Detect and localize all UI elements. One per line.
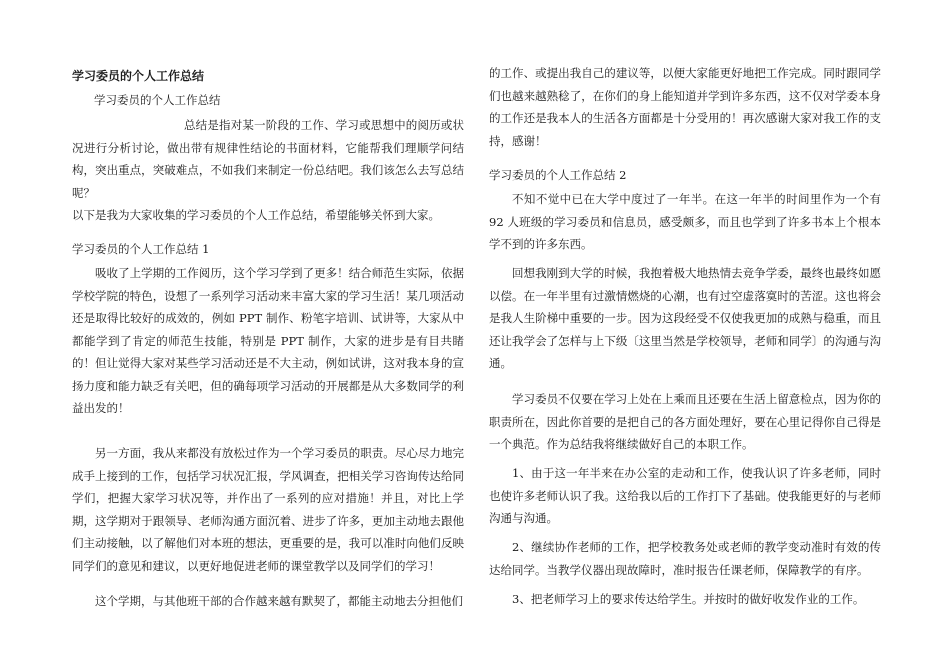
section-2-paragraph-3: 学习委员不仅要在学习上处在上乘而且还要在生活上留意检点，因为你的职责所在，因此你首要的是把自己的各方面处理好，要在心里记得你自己得是一个典范。作为总结我将继续做好自己的本职工作。 [489, 392, 881, 451]
document-title: 学习委员的个人工作总结 [72, 69, 205, 83]
section-1-heading: 学习委员的个人工作总结 1 [72, 242, 210, 256]
section-1-paragraph-3: 这个学期，与其他班干部的合作越来越有默契了，都能主动地去分担他们 [95, 594, 463, 608]
document-subtitle: 学习委员的个人工作总结 [94, 93, 221, 107]
section-1-paragraph-2: 另一方面，我从来都没有放松过作为一个学习委员的职责。尽心尽力地完成手上接到的工作，包括学习状况汇报，学风调查，把相关学习咨询传达给同学们，把握大家学习状况等，并作出了一系列的应对措施！并且，对比上学期，这学期对于跟领导、老师沟通方面沉着、进步了许多，更加主动地去跟他们主动接触，以了解他们对本班的想法，更重要的是，我可以准时向他们反映同学们的意见和建议，以更好地促进老师的课堂教学以及同学们的学习！ [72, 446, 464, 573]
intro-paragraph: 总结是指对某一阶段的工作、学习或思想中的阅历或状况进行分析讨论，做出带有规律性结论的书面材料，它能帮我们理顺学问结构，突出重点，突破难点，不如我们来制定一份总结吧。我们该怎么去写总结呢？ [72, 118, 464, 200]
section-2-heading: 学习委员的个人工作总结 2 [489, 168, 627, 182]
section-2-paragraph-1: 不知不觉中已在大学中度过了一年半。在这一年半的时间里作为一个有 92 人班级的学习委员和信息员，感受颇多，而且也学到了许多书本上个根本学不到的许多东西。 [489, 192, 881, 251]
section-1-paragraph-1: 吸收了上学期的工作阅历，这个学习学到了更多！结合师范生实际，依据学校学院的特色，设想了一系列学习活动来丰富大家的学习生活！某几项活动还是取得比较好的成效的，例如 PPT 制作、粉笔字培训、试讲等，大家从中都能学到了肯定的师范生技能，特别是 PPT 制作，大家的进步是有目共睹的！但让觉得大家对某些学习活动还是不大主动，例如试讲，这对我本身的宣扬力度和能力缺乏有关吧，但的确每项学习活动的开展都是从大多数同学的利益出发的！ [72, 266, 464, 415]
section-2-item-3: 3、把老师学习上的要求传达给学生。并按时的做好收发作业的工作。 [512, 592, 865, 606]
intro-note: 以下是我为大家收集的学习委员的个人工作总结，希望能够关怀到大家。 [72, 208, 440, 222]
continued-paragraph: 的工作、或提出我自己的建议等，以便大家能更好地把工作完成。同时跟同学们也越来越熟稔了，在你们的身上能知道并学到许多东西，这不仅对学委本身的工作还是我本人的生活各方面都是十分受用的！再次感谢大家对我工作的支持，感谢！ [489, 66, 881, 148]
section-2-item-2: 2、继续协作老师的工作，把学校教务处或老师的教学变动准时有效的传达给同学。当教学仪器出现故障时，准时报告任课老师，保障教学的有序。 [489, 540, 881, 577]
section-2-item-1: 1、由于这一年半来在办公室的走动和工作，使我认识了许多老师，同时也使许多老师认识了我。这给我以后的工作打下了基础。使我能更好的与老师沟通与沟通。 [489, 466, 881, 525]
section-2-paragraph-2: 回想我刚到大学的时候，我抱着极大地热情去竞争学委，最终也最终如愿以偿。在一年半里有过激情燃烧的心潮，也有过空虚落寞时的苦涩。这也将会是我人生阶梯中重要的一步。因为这段经受不仅使我更加的成熟与稳重，而且还让我学会了怎样与上下级〔这里当然是学校领导，老师和同学〕的沟通与沟通。 [489, 266, 881, 370]
